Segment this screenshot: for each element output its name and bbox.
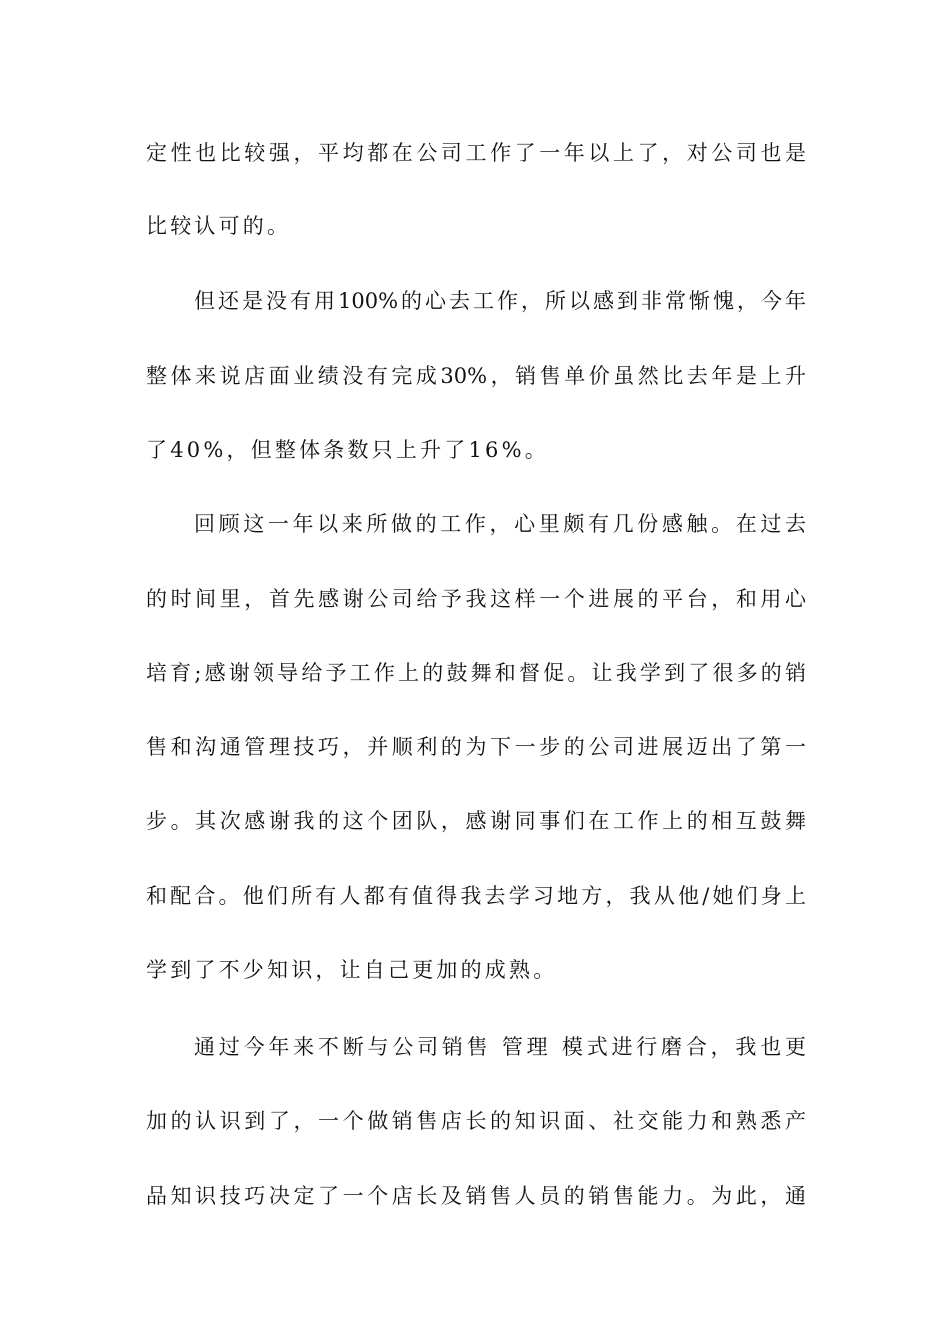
paragraph-line: 整体来说店面业绩没有完成30%，销售单价虽然比去年是上升 — [146, 364, 806, 388]
paragraph-line: 培育;感谢领导给予工作上的鼓舞和督促。让我学到了很多的销 — [146, 661, 806, 685]
paragraph-line: 学到了不少知识，让自己更加的成熟。 — [146, 958, 558, 982]
paragraph-line: 通过今年来不断与公司销售 管理 模式进行磨合，我也更 — [194, 1035, 806, 1059]
paragraph-line: 品知识技巧决定了一个店长及销售人员的销售能力。为此，通 — [146, 1184, 806, 1208]
paragraph-line: 加的认识到了，一个做销售店长的知识面、社交能力和熟悉产 — [146, 1109, 806, 1133]
paragraph-line: 比较认可的。 — [146, 214, 292, 238]
paragraph-line: 售和沟通管理技巧，并顺利的为下一步的公司进展迈出了第一 — [146, 735, 806, 759]
paragraph-line: 了40%，但整体条数只上升了16%。 — [146, 438, 549, 462]
paragraph-line: 和配合。他们所有人都有值得我去学习地方，我从他/她们身上 — [146, 884, 806, 908]
paragraph-line: 步。其次感谢我的这个团队，感谢同事们在工作上的相互鼓舞 — [146, 809, 806, 833]
paragraph-line: 回顾这一年以来所做的工作，心里颇有几份感触。在过去 — [194, 512, 806, 536]
paragraph-line: 的时间里，首先感谢公司给予我这样一个进展的平台，和用心 — [146, 587, 806, 611]
paragraph-line: 但还是没有用100%的心去工作，所以感到非常惭愧，今年 — [194, 289, 806, 313]
paragraph-line: 定性也比较强，平均都在公司工作了一年以上了，对公司也是 — [146, 141, 806, 165]
